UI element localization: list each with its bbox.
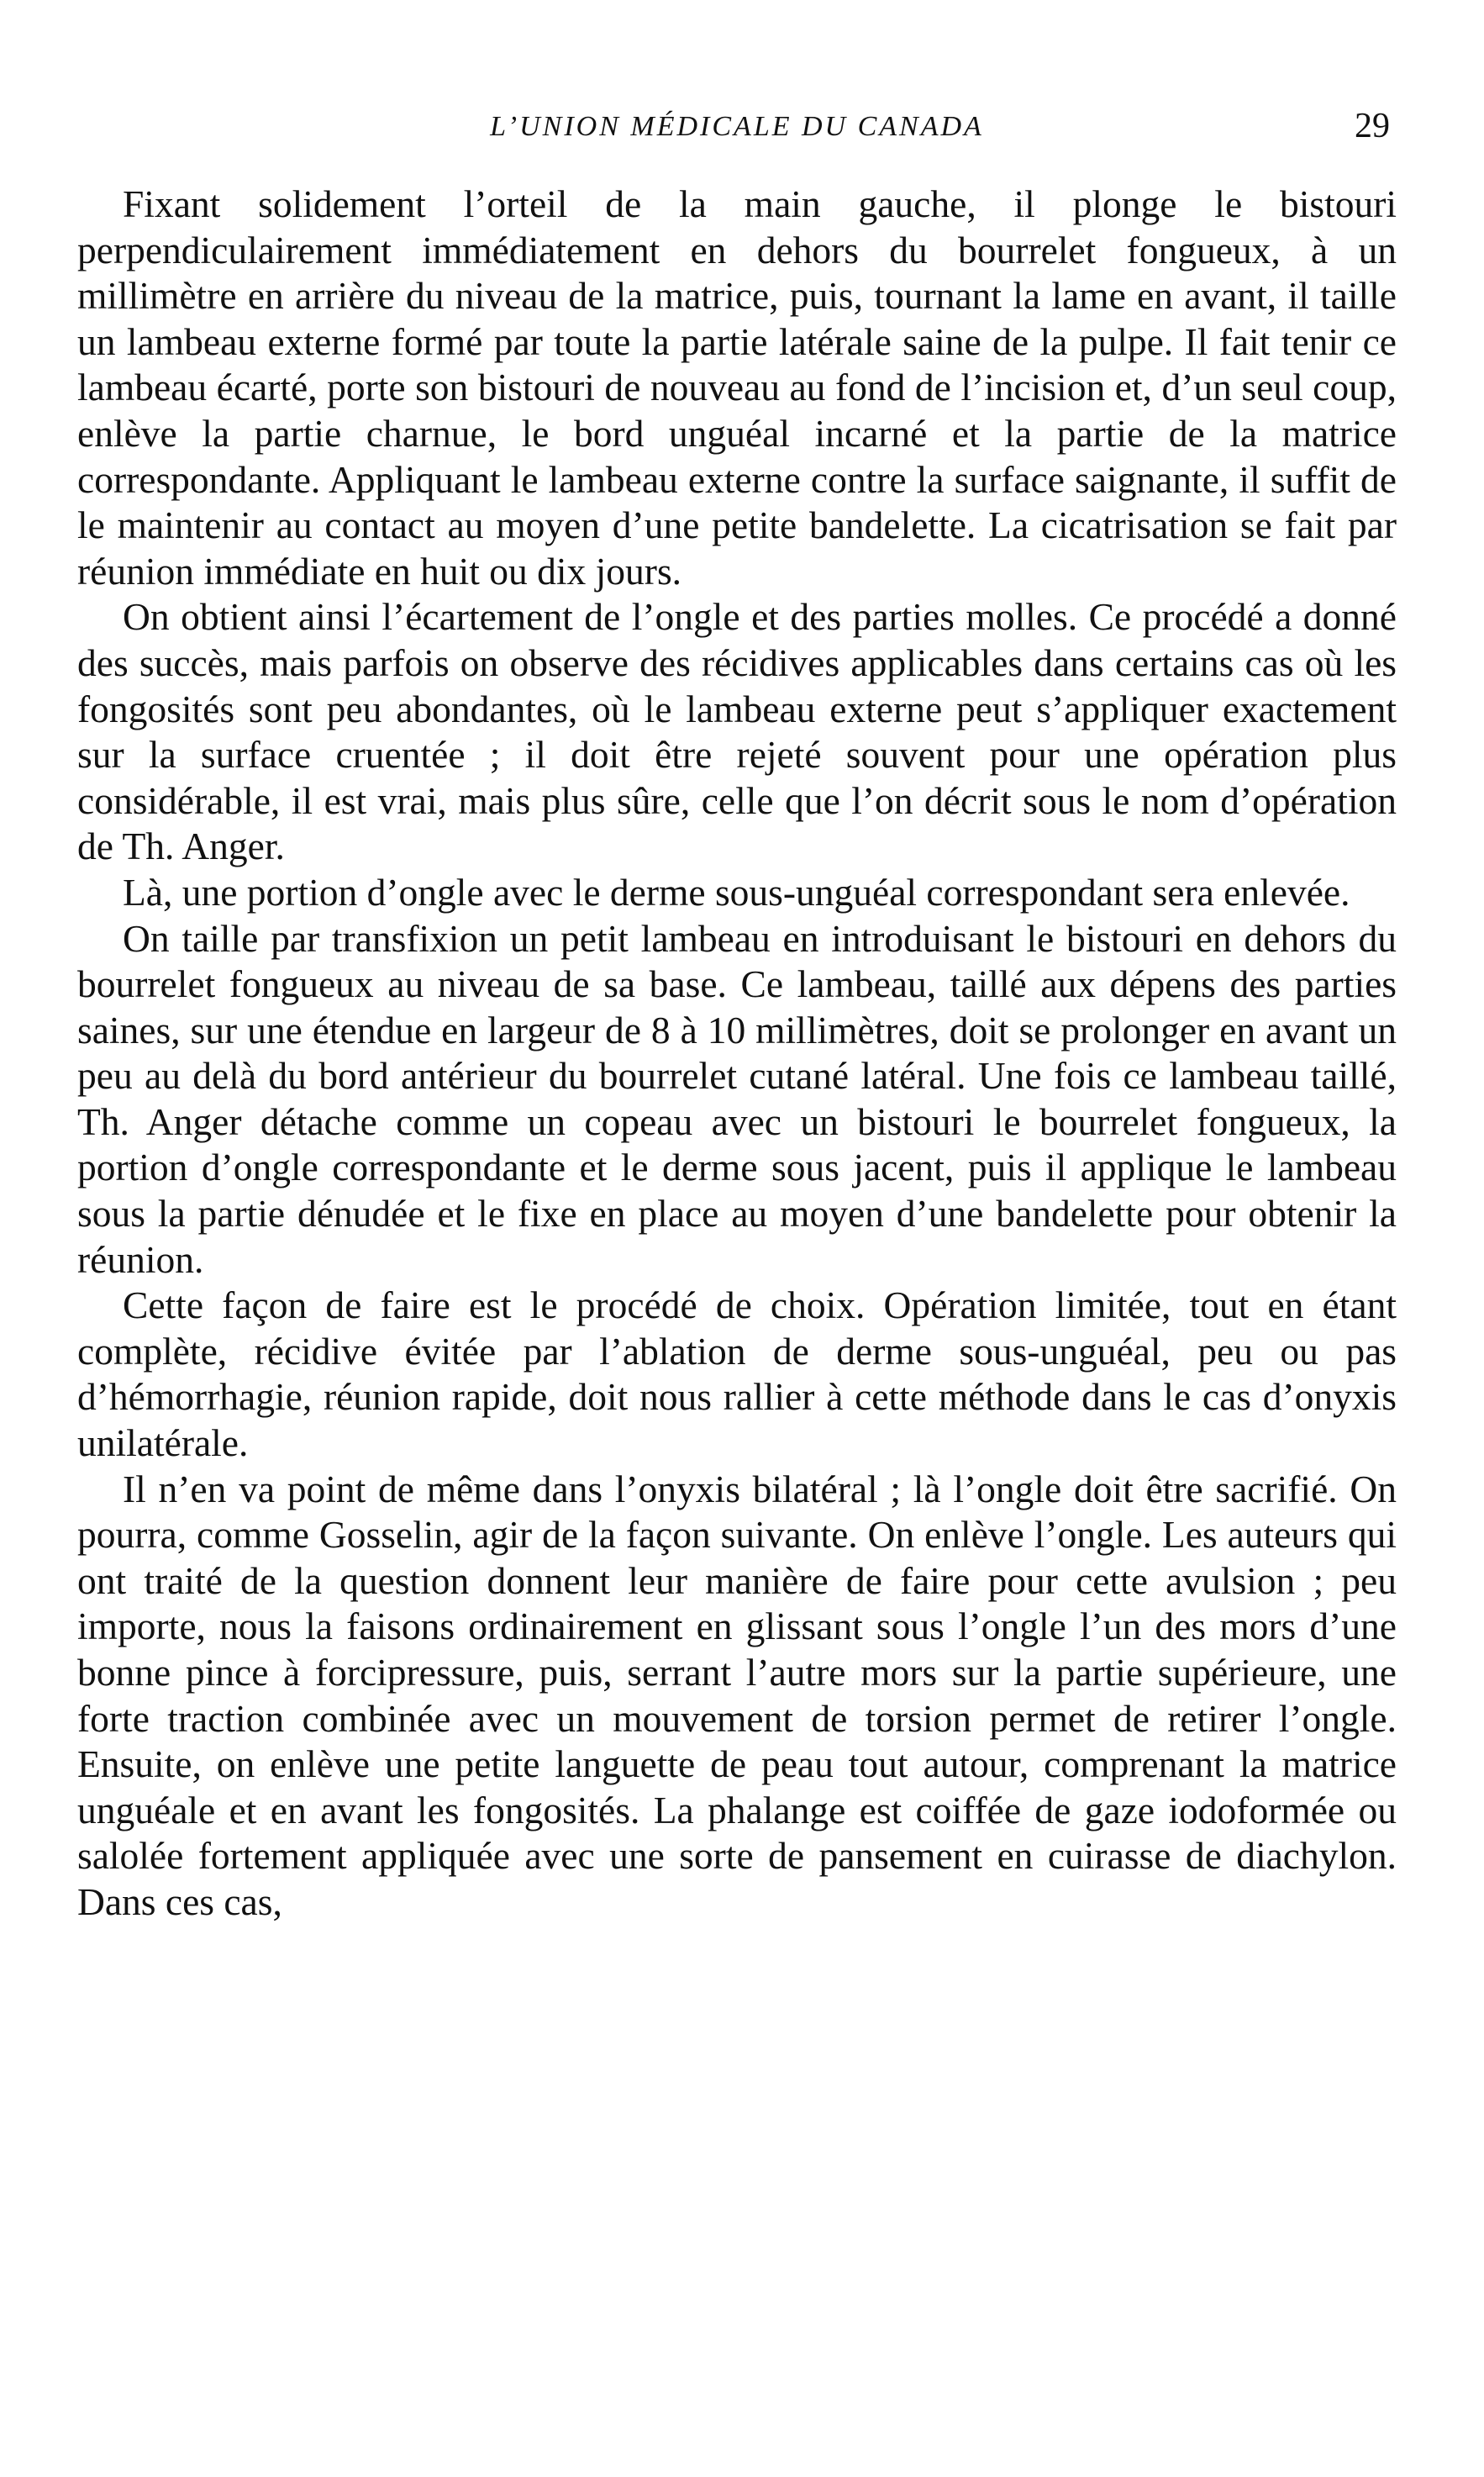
paragraph: On obtient ainsi l’écartement de l’ongle et des parties molles. Ce procédé a donné des succès, mais parfois on observe des récidives applicables dans certains cas où les fongosités sont peu abondantes, où le lambeau externe peut s’appliquer exactement sur la surface cruentée ; il doit être rejeté souvent pour une opération plus considérable, il est vrai, mais plus sûre, celle que l’on décrit sous le nom d’opération de Th. Anger. <box>77 595 1397 868</box>
journal-title: L’UNION MÉDICALE DU CANADA <box>490 111 984 142</box>
paragraph: Il n’en va point de même dans l’onyxis bilatéral ; là l’ongle doit être sacrifié. On pourra, comme Gosselin, agir de la façon suivante. On enlève l’ongle. Les auteurs qui ont traité de la question donnent leur manière de faire pour cette avulsion ; peu importe, nous la faisons ordinairement en glissant sous l’ongle l’un des mors d’une bonne pince à forcipressure, puis, serrant l’autre mors sur la partie supérieure, une forte traction combinée avec un mouvement de torsion permet de retirer l’ongle. Ensuite, on enlève une petite languette de peau tout autour, comprenant la matrice unguéale et en avant les fongosités. La phalange est coiffée de gaze iodoformée ou salolée fortement appliquée avec une sorte de pansement en cuirasse de diachylon. Dans ces cas, <box>77 1467 1397 1923</box>
page-number: 29 <box>1355 107 1390 145</box>
running-header <box>77 99 1397 166</box>
body-text <box>77 182 1397 1926</box>
document-page <box>77 99 1397 1926</box>
paragraph: On taille par transfixion un petit lambeau en introduisant le bistouri en dehors du bourrelet fongueux au niveau de sa base. Ce lambeau, taillé aux dépens des parties saines, sur une étendue en largeur de 8 à 10 millimètres, doit se prolonger en avant un peu au delà du bord antérieur du bourrelet cutané latéral. Une fois ce lambeau taillé, Th. Anger détache comme un copeau avec un bistouri le bourrelet fongueux, la portion d’ongle correspondante et le derme sous jacent, puis il applique le lambeau sous la partie dénudée et le fixe en place au moyen d’une bandelette pour obtenir la réunion. <box>77 916 1397 1281</box>
paragraph: Cette façon de faire est le procédé de choix. Opération limitée, tout en étant complète, récidive évitée par l’ablation de derme sous-unguéal, peu ou pas d’hémorrhagie, réunion rapide, doit nous rallier à cette méthode dans le cas d’onyxis unilatérale. <box>77 1283 1397 1465</box>
paragraph: Fixant solidement l’orteil de la main gauche, il plonge le bistouri perpendiculairement immédiatement en dehors du bourrelet fongueux, à un millimètre en arrière du niveau de la matrice, puis, tournant la lame en avant, il taille un lambeau externe formé par toute la partie latérale saine de la pulpe. Il fait tenir ce lambeau écarté, porte son bistouri de nouveau au fond de l’incision et, d’un seul coup, enlève la partie charnue, le bord unguéal incarné et la partie de la matrice correspondante. Appliquant le lambeau externe contre la surface saignante, il suffit de le maintenir au contact au moyen d’une petite bandelette. La cicatrisation se fait par réunion immédiate en huit ou dix jours. <box>77 182 1397 593</box>
paragraph: Là, une portion d’ongle avec le derme sous-unguéal correspondant sera enlevée. <box>123 870 1350 914</box>
